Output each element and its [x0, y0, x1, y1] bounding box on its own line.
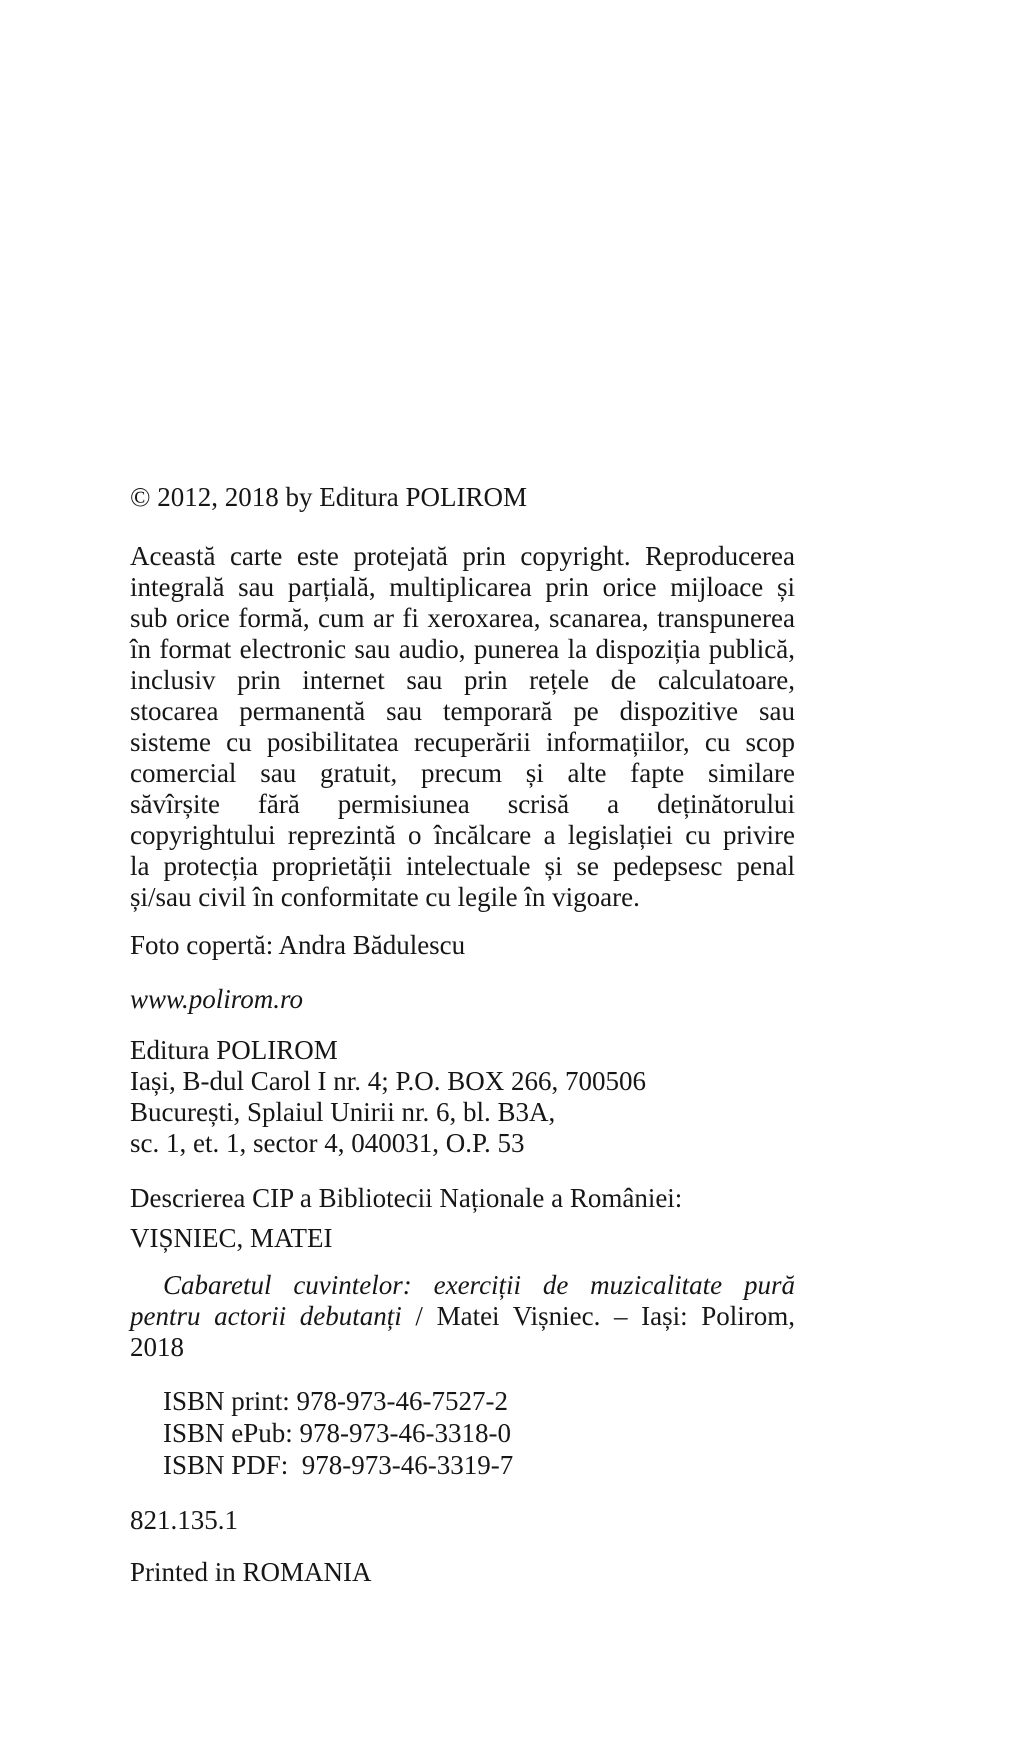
- license-line-3: sub orice formă, cum ar fi xeroxarea, scanarea, transpunerea: [130, 603, 795, 633]
- license-paragraph: [130, 541, 795, 913]
- cip-heading: Descrierea CIP a Bibliotecii Naționale a României:: [130, 1183, 683, 1213]
- cip-title-year: 2018: [130, 1332, 184, 1362]
- cip-title-block: [130, 1270, 795, 1363]
- publisher-address-sector: sc. 1, et. 1, sector 4, 040031, O.P. 53: [130, 1128, 525, 1158]
- publisher-name: Editura POLIROM: [130, 1035, 338, 1065]
- cip-title-italic-2: pentru actorii debutanți: [130, 1301, 402, 1331]
- cip-title-regular-2: / Matei Vișniec. – Iași: Polirom,: [401, 1301, 796, 1331]
- publisher-address-block: [130, 1035, 795, 1159]
- license-line-1: Această carte este protejată prin copyright. Reproducerea: [130, 541, 795, 571]
- license-line-8: comercial sau gratuit, precum și alte fapte similare: [130, 758, 795, 788]
- cip-title-line-1: [130, 1270, 795, 1301]
- isbn-block: [130, 1385, 795, 1481]
- license-line-10: copyrightului reprezintă o încălcare a legislației cu privire: [130, 820, 795, 850]
- license-line-7: sisteme cu posibilitatea recuperării informațiilor, cu scop: [130, 727, 795, 757]
- isbn-epub: ISBN ePub: 978-973-46-3318-0: [163, 1418, 511, 1448]
- udc-number: 821.135.1: [130, 1505, 238, 1535]
- cip-title-line-2: [130, 1301, 795, 1332]
- cip-title-italic-1: Cabaretul cuvintelor: exerciții de muzicalitate pură: [163, 1270, 795, 1300]
- copyright-notice: © 2012, 2018 by Editura POLIROM: [130, 482, 527, 512]
- license-line-12: și/sau civil în conformitate cu legile în vigoare.: [130, 882, 640, 912]
- publisher-address-iasi: Iași, B-dul Carol I nr. 4; P.O. BOX 266, 700506: [130, 1066, 646, 1096]
- cip-author: VIȘNIEC, MATEI: [130, 1223, 333, 1253]
- license-line-9: săvîrșite fără permisiunea scrisă a deținătorului: [130, 789, 795, 819]
- license-line-6: stocarea permanentă sau temporară pe dispozitive sau: [130, 696, 795, 726]
- license-line-2: integrală sau parțială, multiplicarea prin orice mijloace și: [130, 572, 795, 602]
- license-line-4: în format electronic sau audio, punerea la dispoziția publică,: [130, 634, 795, 664]
- isbn-print: ISBN print: 978-973-46-7527-2: [163, 1386, 508, 1416]
- license-line-11: la protecția proprietății intelectuale și se pedepsesc penal: [130, 851, 795, 881]
- isbn-pdf: ISBN PDF: 978-973-46-3319-7: [163, 1450, 514, 1480]
- license-line-5: inclusiv prin internet sau prin rețele de calculatoare,: [130, 665, 795, 695]
- photo-credit: Foto copertă: Andra Bădulescu: [130, 930, 466, 960]
- publisher-website: www.polirom.ro: [130, 984, 304, 1014]
- publisher-address-buc: București, Splaiul Unirii nr. 6, bl. B3A,: [130, 1097, 556, 1127]
- printed-in: Printed in ROMANIA: [130, 1557, 372, 1587]
